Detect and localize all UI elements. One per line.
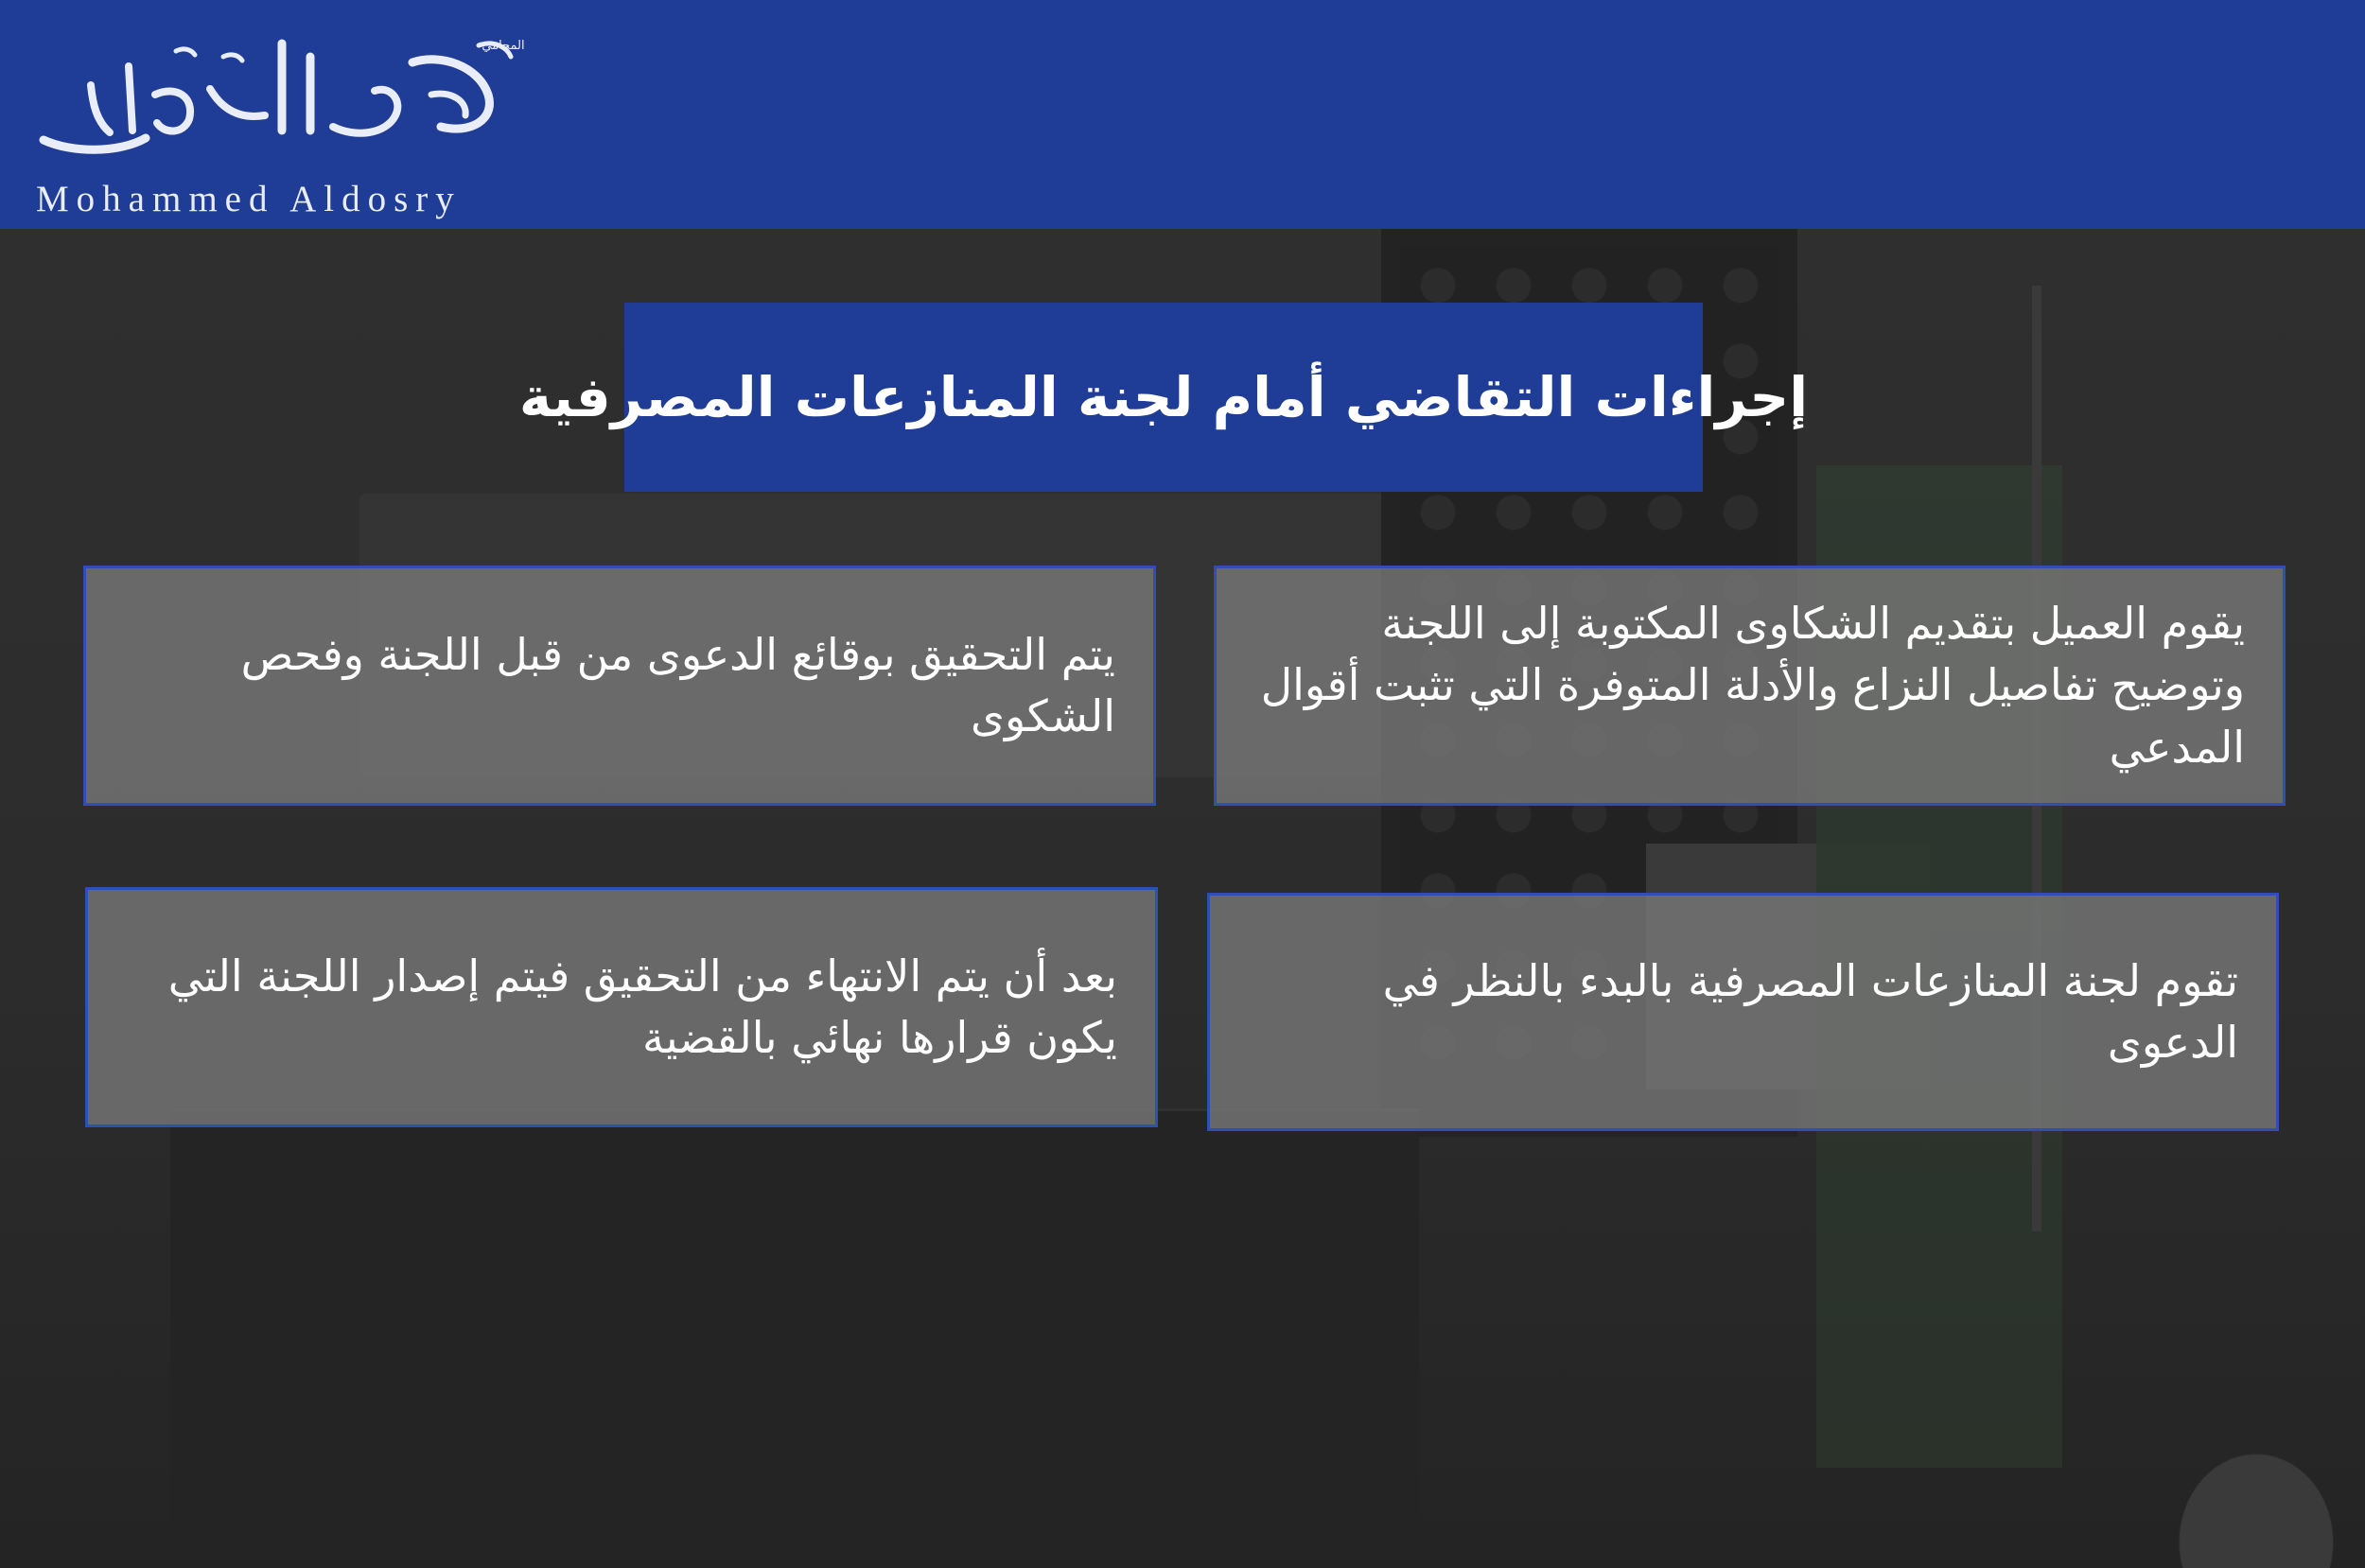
background-plant	[2166, 1439, 2346, 1568]
page-title: إجراءات التقاضي أمام لجنة المنازعات المصرفية	[518, 365, 1809, 429]
calligraphy-logo-mark	[34, 28, 526, 170]
logo-latin-name: Mohammed Aldosry	[36, 179, 462, 219]
step-card-text: تقوم لجنة المنازعات المصرفية بالبدء بالنظر في الدعوى	[1382, 954, 2238, 1068]
logo-prefix-word: المحامي	[482, 39, 525, 53]
step-card-text: يقوم العميل بتقديم الشكاوى المكتوبة إلى اللجنة وتوضيح تفاصيل النزاع والأدلة المتوفرة التي تثبت أقوال المدعي	[1260, 598, 2245, 773]
brand-logo	[34, 28, 526, 218]
background-desk	[170, 1108, 1419, 1568]
step-card-text: يتم التحقيق بوقائع الدعوى من قبل اللجنة وفحص الشكوى	[240, 628, 1115, 741]
title-box	[518, 303, 1809, 492]
step-card-2	[83, 566, 1156, 806]
step-card-text: بعد أن يتم الانتهاء من التحقيق فيتم إصدار اللجنة التي يكون قرارها نهائي بالقضية	[167, 950, 1117, 1063]
header-bar	[0, 0, 2365, 229]
step-card-3	[1207, 893, 2279, 1131]
step-card-4	[85, 887, 1158, 1127]
step-card-1	[1214, 566, 2286, 806]
